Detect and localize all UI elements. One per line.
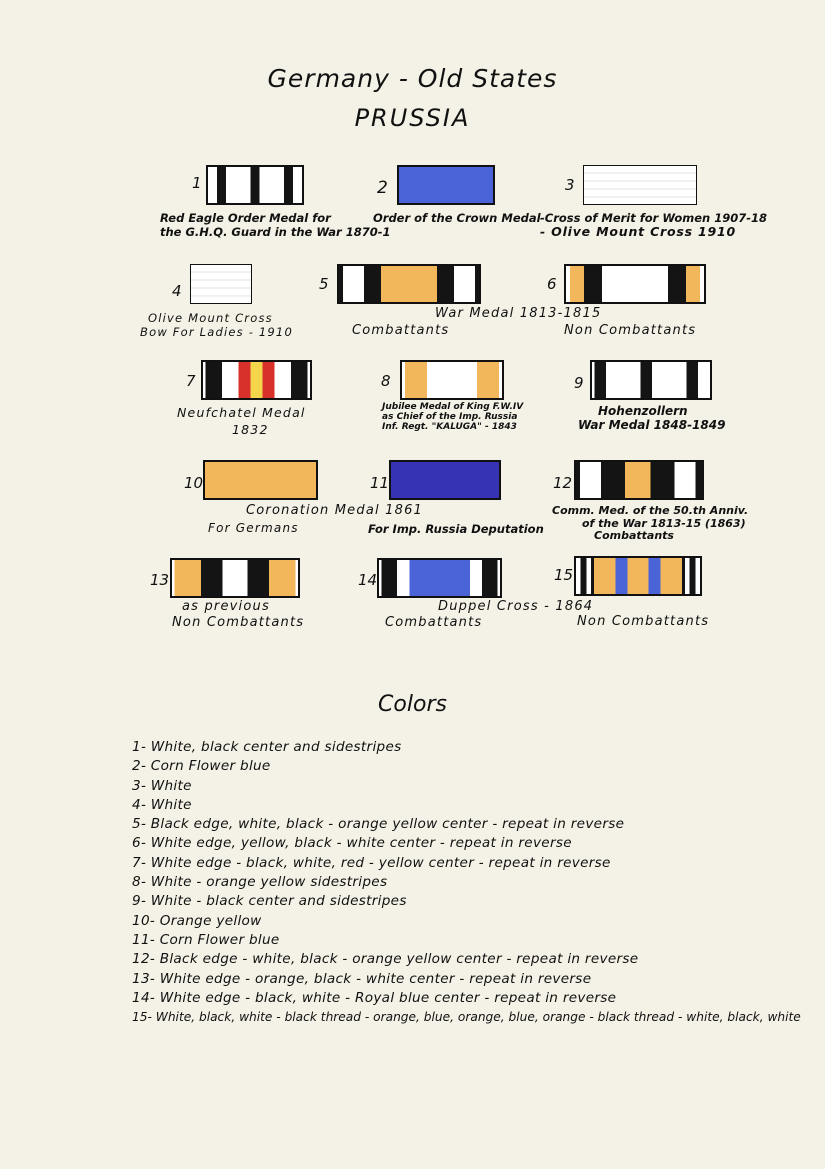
- ribbon-number-8: 8: [381, 372, 391, 390]
- color-item-6: 6- White edge, yellow, black - white center - repeat in reverse: [132, 835, 572, 852]
- ribbon-number-4: 4: [172, 282, 182, 300]
- ribbon-8: [400, 360, 504, 400]
- caption-10-sub: For Germans: [208, 521, 299, 535]
- caption-7-line-1: Neufchatel Medal: [177, 405, 306, 420]
- ribbon-number-11: 11: [370, 474, 390, 492]
- caption-6-sub: Non Combattants: [564, 323, 697, 338]
- caption-14-15-main: Duppel Cross - 1864: [438, 599, 594, 614]
- color-item-13: 13- White edge - orange, black - white center - repeat in reverse: [132, 970, 592, 987]
- caption-5-sub: Combattants: [352, 323, 450, 338]
- color-item-10: 10- Orange yellow: [132, 912, 262, 929]
- ribbon-number-14: 14: [358, 571, 378, 589]
- color-item-1: 1- White, black center and sidestripes: [132, 739, 402, 755]
- caption-9-line-1: Hohenzollern: [598, 404, 688, 418]
- caption-12-line-3: Combattants: [594, 529, 674, 542]
- ribbon-6: [564, 264, 706, 304]
- caption-2: Order of the Crown Medal: [373, 211, 541, 225]
- caption-12-line-1: Comm. Med. of the 50.th Anniv.: [552, 504, 749, 517]
- caption-7-line-2: 1832: [232, 422, 269, 437]
- caption-13: [172, 599, 304, 631]
- caption-14-sub: Combattants: [385, 615, 483, 630]
- caption-10-11-main: Coronation Medal 1861: [246, 503, 424, 518]
- caption-9: [578, 404, 725, 432]
- ribbon-4: [190, 264, 252, 304]
- ribbon-1: [206, 165, 304, 205]
- ribbon-14: [377, 558, 502, 598]
- ribbon-9: [590, 360, 712, 400]
- caption-8-line-3: Inf. Regt. "KALUGA" - 1843: [382, 422, 517, 432]
- caption-1: [160, 211, 390, 239]
- caption-8: [382, 402, 523, 432]
- ribbon-13: [170, 558, 300, 598]
- caption-4-line-2: Bow For Ladies - 1910: [140, 325, 293, 339]
- color-item-8: 8- White - orange yellow sidestripes: [132, 874, 388, 891]
- color-item-3: 3- White: [132, 777, 192, 794]
- color-item-5: 5- Black edge, white, black - orange yellow center - repeat in reverse: [132, 816, 625, 833]
- caption-11-sub: For Imp. Russia Deputation: [368, 522, 544, 536]
- ribbon-15: [574, 556, 702, 596]
- caption-3-line-2: - Olive Mount Cross 1910: [540, 224, 737, 239]
- ribbon-number-2: 2: [377, 178, 388, 198]
- ribbon-number-7: 7: [186, 372, 196, 390]
- caption-9-line-2: War Medal 1848-1849: [578, 418, 726, 432]
- color-item-2: 2- Corn Flower blue: [132, 758, 271, 775]
- page-subtitle: PRUSSIA: [354, 104, 471, 132]
- ribbon-number-6: 6: [547, 275, 557, 293]
- ribbon-number-5: 5: [319, 275, 329, 293]
- page-title: Germany - Old States: [267, 64, 558, 93]
- color-item-15: 15- White, black, white - black thread - orange, blue, orange, blue, orange - black thread - white, black, white: [132, 1010, 801, 1025]
- caption-13-line-1: as previous: [182, 599, 270, 614]
- ribbon-number-10: 10: [184, 474, 204, 492]
- ribbon-number-13: 13: [150, 571, 170, 589]
- ribbon-number-15: 15: [554, 566, 574, 584]
- caption-8-line-1: Jubilee Medal of King F.W.IV: [382, 402, 524, 412]
- color-item-9: 9- White - black center and sidestripes: [132, 893, 407, 910]
- caption-12-line-2: of the War 1813-15 (1863): [582, 516, 746, 530]
- caption-4-line-1: Olive Mount Cross: [148, 311, 273, 325]
- color-item-4: 4- White: [132, 796, 192, 813]
- color-item-7: 7- White edge - black, white, red - yellow center - repeat in reverse: [132, 854, 611, 871]
- caption-1-line-1: Red Eagle Order Medal for: [160, 211, 331, 225]
- colors-list: [132, 738, 801, 1027]
- color-item-14: 14- White edge - black, white - Royal blue center - repeat in reverse: [132, 989, 617, 1006]
- caption-15-sub: Non Combattants: [577, 614, 710, 629]
- caption-3-line-1: -Cross of Merit for Women 1907-18: [540, 211, 768, 225]
- ribbon-number-12: 12: [553, 474, 573, 492]
- caption-8-line-2: as Chief of the Imp. Russia: [382, 412, 518, 422]
- caption-1-line-2: the G.H.Q. Guard in the War 1870-1: [160, 225, 391, 239]
- caption-4: [140, 311, 293, 339]
- ribbon-5: [337, 264, 481, 304]
- ribbon-11: [389, 460, 501, 500]
- ribbon-number-9: 9: [574, 374, 584, 392]
- ribbon-7: [201, 360, 312, 400]
- ribbon-2: [397, 165, 495, 205]
- colors-heading: Colors: [378, 692, 447, 717]
- caption-12: [552, 505, 748, 543]
- ribbon-10: [203, 460, 318, 500]
- ribbon-number-1: 1: [192, 174, 202, 192]
- color-item-12: 12- Black edge - white, black - orange yellow center - repeat in reverse: [132, 951, 639, 968]
- caption-5-6-main: War Medal 1813-1815: [435, 306, 602, 321]
- ribbon-3: [583, 165, 697, 205]
- caption-3: [540, 211, 767, 239]
- ribbon-12: [574, 460, 704, 500]
- caption-7: [177, 404, 306, 438]
- ribbon-number-3: 3: [565, 176, 575, 194]
- color-item-11: 11- Corn Flower blue: [132, 931, 280, 948]
- caption-13-line-2: Non Combattants: [172, 615, 305, 630]
